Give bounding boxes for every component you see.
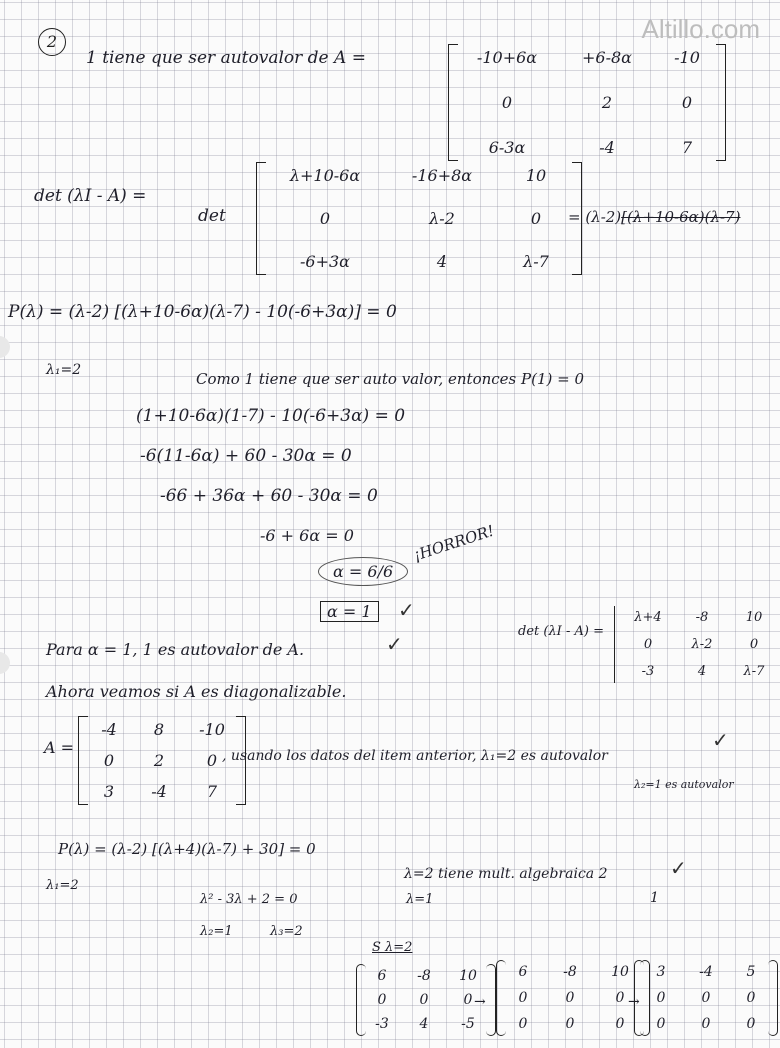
check-icon: ✓ bbox=[712, 728, 729, 752]
matrix-cell: 10 bbox=[459, 968, 477, 984]
matrix-cell: -8 bbox=[563, 964, 577, 980]
lambda2-line: λ₂=1 es autovalor bbox=[634, 778, 734, 791]
matrix-cell: 4 bbox=[436, 252, 448, 271]
check-icon: ✓ bbox=[386, 632, 403, 656]
matrix-cell: 0 bbox=[656, 990, 666, 1006]
matrix-cell: -10 bbox=[674, 48, 700, 67]
lambda1b: λ₁=2 bbox=[46, 878, 79, 893]
matrix-cell: 0 bbox=[565, 1016, 575, 1032]
step4: -6 + 6α = 0 bbox=[260, 526, 354, 545]
matrix-cell: 0 bbox=[206, 751, 218, 770]
matrix-cell: -4 bbox=[599, 138, 615, 157]
matrix-cell: 0 bbox=[518, 990, 528, 1006]
matrix-cell: 0 bbox=[518, 1016, 528, 1032]
det-eq-rhs: = (λ-2)[(λ+10-6α)(λ-7) bbox=[568, 208, 741, 226]
watermark: Altillo.com bbox=[641, 14, 760, 44]
matrix-cell: λ+4 bbox=[634, 610, 662, 625]
matrix-cell: 0 bbox=[749, 637, 759, 652]
matrix-cell: 2 bbox=[153, 751, 165, 770]
matrix-cell: 6-3α bbox=[488, 138, 526, 157]
matrix-cell: 0 bbox=[615, 990, 625, 1006]
matrix-cell: -10 bbox=[199, 720, 225, 739]
matrix-cell: +6-8α bbox=[582, 48, 632, 67]
matrix-cell: 0 bbox=[463, 992, 473, 1008]
ahora-line: Ahora veamos si A es diagonalizable. bbox=[46, 682, 347, 701]
matrix-s2 bbox=[496, 960, 650, 1036]
s-label: S λ=2 bbox=[372, 940, 413, 955]
matrix-cell: 5 bbox=[746, 964, 756, 980]
arrow-icon: → bbox=[474, 994, 486, 1010]
matrix-cell: -3 bbox=[375, 1016, 389, 1032]
check-icon: ✓ bbox=[398, 598, 415, 622]
como-line: Como 1 tiene que ser auto valor, entonces P(1) = 0 bbox=[196, 370, 584, 388]
matrix-cell: 2 bbox=[601, 93, 613, 112]
matrix-cell: 0 bbox=[701, 1016, 711, 1032]
para-line: Para α = 1, 1 es autovalor de A. bbox=[46, 640, 305, 659]
a-label: A = bbox=[44, 738, 75, 757]
margin-note: ¡HORROR! bbox=[411, 521, 497, 565]
matrix-cell: -8 bbox=[695, 610, 709, 625]
det-label: det (λI - A) = bbox=[34, 186, 147, 206]
matrix-lambda-alpha bbox=[256, 162, 582, 275]
matrix-cell: 3 bbox=[103, 782, 115, 801]
matrix-cell: 3 bbox=[656, 964, 666, 980]
matrix-cell: 10 bbox=[745, 610, 763, 625]
matrix-cell: 0 bbox=[746, 990, 756, 1006]
root-l3: λ₃=2 bbox=[270, 924, 303, 939]
matrix-cell: -6+3α bbox=[300, 252, 350, 271]
matrix-cell: 0 bbox=[103, 751, 115, 770]
matrix-cell: 10 bbox=[611, 964, 629, 980]
intro-line: 1 tiene que ser autovalor de A = bbox=[86, 48, 366, 68]
det-word: det bbox=[198, 206, 226, 226]
matrix-cell: 0 bbox=[643, 637, 653, 652]
matrix-cell: 0 bbox=[377, 992, 387, 1008]
matrix-cell: -10+6α bbox=[476, 48, 538, 67]
check-icon: ✓ bbox=[670, 856, 687, 880]
p-lambda: P(λ) = (λ-2) [(λ+10-6α)(λ-7) - 10(-6+3α)] = 0 bbox=[8, 302, 397, 322]
step1: (1+10-6α)(1-7) - 10(-6+3α) = 0 bbox=[136, 406, 406, 426]
matrix-cell: 0 bbox=[501, 93, 513, 112]
matrix-a bbox=[78, 716, 246, 805]
root-l2: λ₂=1 bbox=[200, 924, 233, 939]
problem-number: 2 bbox=[38, 28, 66, 56]
arrow-icon: → bbox=[628, 994, 640, 1010]
matrix-s3 bbox=[634, 960, 778, 1036]
matrix-cell: -4 bbox=[101, 720, 117, 739]
matrix-cell: -4 bbox=[151, 782, 167, 801]
matrix-cell: 0 bbox=[419, 992, 429, 1008]
matrix-cell: 0 bbox=[681, 93, 693, 112]
matrix-det-small bbox=[614, 606, 780, 683]
matrix-cell: 0 bbox=[746, 1016, 756, 1032]
matrix-cell: -8 bbox=[417, 968, 431, 984]
matrix-cell: 0 bbox=[615, 1016, 625, 1032]
alpha-frac: α = 6/6 bbox=[318, 557, 408, 586]
matrix-cell: λ-2 bbox=[691, 637, 713, 652]
matrix-a-alpha bbox=[448, 44, 726, 161]
matrix-cell: λ-7 bbox=[523, 252, 549, 271]
lambda1: λ₁=2 bbox=[46, 362, 82, 378]
step2: -6(11-6α) + 60 - 30α = 0 bbox=[140, 446, 352, 466]
mult-line2: λ=1 bbox=[406, 892, 434, 907]
matrix-cell: -5 bbox=[461, 1016, 475, 1032]
matrix-cell: 8 bbox=[153, 720, 165, 739]
matrix-cell: 0 bbox=[656, 1016, 666, 1032]
matrix-cell: λ-7 bbox=[743, 664, 765, 679]
matrix-cell: -3 bbox=[641, 664, 655, 679]
matrix-cell: 6 bbox=[377, 968, 387, 984]
matrix-cell: 0 bbox=[530, 209, 542, 228]
matrix-cell: -4 bbox=[699, 964, 713, 980]
mult2-value: 1 bbox=[650, 890, 659, 906]
matrix-cell: 4 bbox=[419, 1016, 429, 1032]
matrix-cell: -16+8α bbox=[411, 166, 473, 185]
matrix-cell: 10 bbox=[525, 166, 547, 185]
matrix-cell: 0 bbox=[701, 990, 711, 1006]
step3: -66 + 36α + 60 - 30α = 0 bbox=[160, 486, 378, 506]
matrix-cell: 0 bbox=[565, 990, 575, 1006]
matrix-cell: 6 bbox=[518, 964, 528, 980]
matrix-cell: λ-2 bbox=[429, 209, 455, 228]
matrix-cell: λ+10-6α bbox=[289, 166, 361, 185]
usando-line: , usando los datos del item anterior, λ₁=2 es autovalor bbox=[222, 748, 608, 764]
matrix-cell: 0 bbox=[319, 209, 331, 228]
p-lambda2: P(λ) = (λ-2) [(λ+4)(λ-7) + 30] = 0 bbox=[58, 840, 316, 858]
matrix-cell: 4 bbox=[697, 664, 707, 679]
det-small-label: det (λI - A) = bbox=[518, 624, 604, 639]
quad-equation: λ² - 3λ + 2 = 0 bbox=[200, 892, 298, 907]
matrix-cell: 7 bbox=[681, 138, 693, 157]
mult-line: λ=2 tiene mult. algebraica 2 bbox=[404, 866, 608, 882]
alpha-result: α = 1 bbox=[320, 601, 379, 622]
matrix-cell: 7 bbox=[206, 782, 218, 801]
det-eq-rhs-crossed: [(λ+10-6α)(λ-7) bbox=[621, 208, 741, 226]
